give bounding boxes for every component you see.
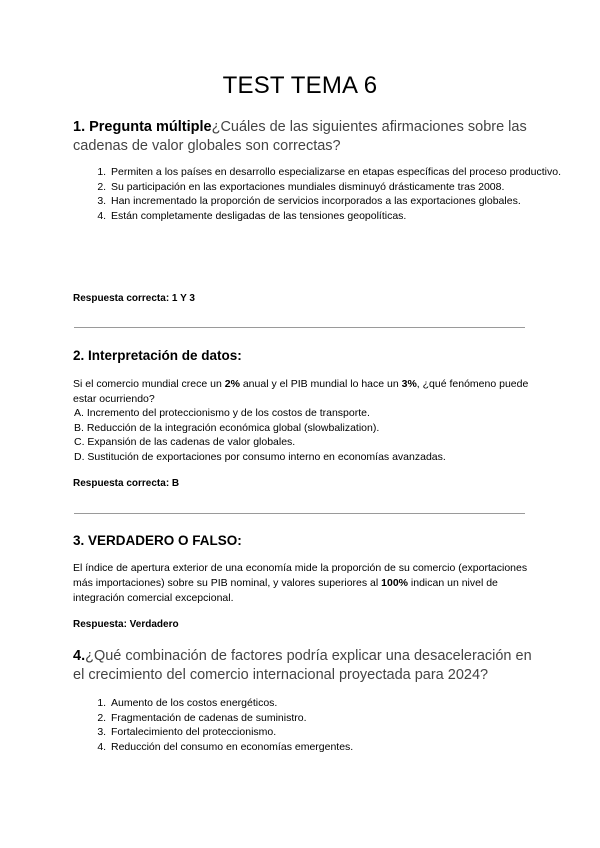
question-1-heading (73, 118, 533, 156)
question-1-answer: Respuesta correcta: 1 Y 3 (73, 293, 195, 304)
question-4-label: 4. (73, 648, 86, 664)
question-2-answer: Respuesta correcta: B (73, 478, 180, 489)
question-1-label: 1. Pregunta múltiple (73, 119, 212, 135)
divider (74, 513, 525, 514)
question-2-option: D. Sustitución de exportaciones por consumo interno en economías avanzadas. (74, 450, 446, 463)
question-4-options (73, 696, 569, 754)
question-2-options (74, 406, 534, 464)
question-1-option: 4. Están completamente desligadas de las tensiones geopolíticas. (109, 209, 569, 224)
question-1-options (73, 165, 569, 223)
divider (74, 327, 525, 328)
question-3-pct: 100% (381, 577, 408, 589)
question-3-text-part: indican un nivel de integración comercial excepcional. (73, 577, 498, 604)
question-1-option: 3. Han incrementado la proporción de servicios incorporados a las exportaciones globales. (109, 194, 569, 209)
question-2-text-part: Si el comercio mundial crece un (73, 378, 225, 390)
question-2-pct-1: 2% (224, 378, 240, 390)
question-4-option: 4. Reducción del consumo en economías emergentes. (109, 740, 569, 755)
question-2-option: A. Incremento del proteccionismo y de los costos de transporte. (74, 407, 370, 419)
question-2-text (73, 377, 533, 407)
question-4-option: 1. Aumento de los costos energéticos. (109, 696, 569, 711)
question-1-text: ¿Cuáles de las siguientes afirmaciones sobre las cadenas de valor globales son correctas? (73, 119, 527, 154)
question-3-answer: Respuesta: Verdadero (73, 619, 179, 630)
question-2-option: C. Expansión de las cadenas de valor globales. (74, 436, 296, 449)
question-4-heading (73, 647, 533, 685)
question-4-option: 2. Fragmentación de cadenas de suministro. (109, 711, 569, 726)
question-2-text-part: , ¿qué fenómeno puede estar ocurriendo? (73, 378, 529, 405)
question-3-text-part: El índice de apertura exterior de una economía mide la proporción de su comercio (exportaciones más importaciones) sobre su PIB nominal, y valores superiores al (73, 562, 528, 589)
question-3-text (73, 561, 533, 606)
question-3-heading: 3. VERDADERO O FALSO: (73, 533, 242, 548)
question-2-heading: 2. Interpretación de datos: (73, 348, 242, 363)
question-4-option: 3. Fortalecimiento del proteccionismo. (109, 725, 569, 740)
question-2-text-part: anual y el PIB mundial lo hace un (239, 378, 402, 390)
question-4-text: ¿Qué combinación de factores podría explicar una desaceleración en el crecimiento del comercio internacional proyectada para 2024? (73, 648, 532, 683)
question-2-option: B. Reducción de la integración económica global (slowbalization). (74, 421, 380, 434)
question-2-pct-2: 3% (401, 378, 417, 390)
page-title: TEST TEMA 6 (222, 72, 378, 99)
question-1-option: 1. Permiten a los países en desarrollo especializarse en etapas específicas del proceso productivo. (109, 165, 569, 180)
question-1-option: 2. Su participación en las exportaciones mundiales disminuyó drásticamente tras 2008. (109, 180, 569, 195)
